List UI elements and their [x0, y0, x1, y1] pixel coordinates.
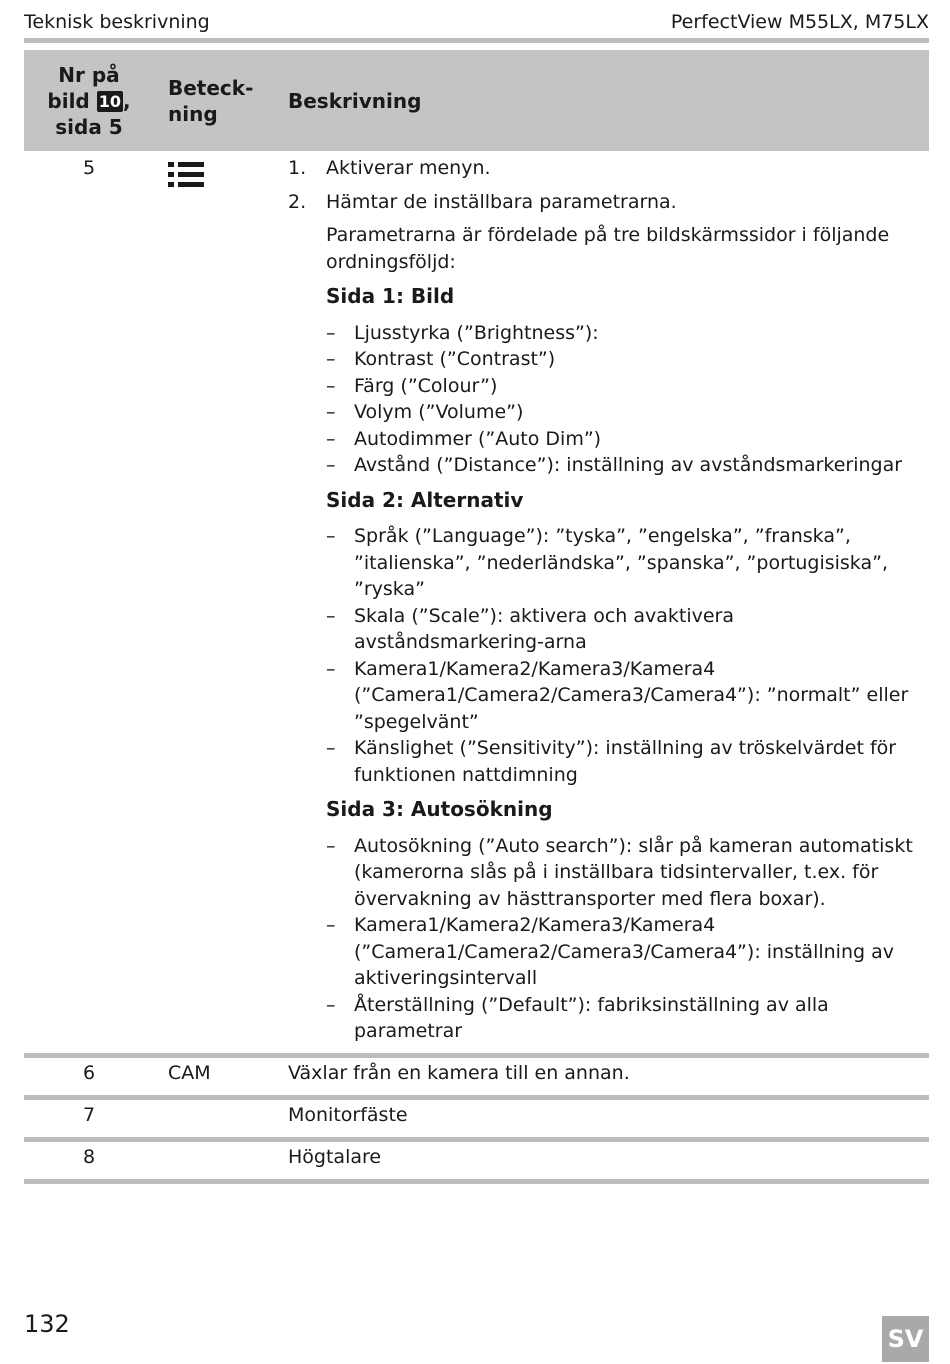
list-item	[326, 833, 929, 913]
description-table	[24, 50, 929, 1184]
list-item	[326, 992, 929, 1045]
page-number: 132	[24, 1310, 70, 1338]
list-item-text: Skala (”Scale”): aktivera och avaktivera avståndsmarkering-arna	[354, 604, 735, 653]
menu-list-icon	[168, 162, 204, 188]
list-item	[326, 346, 929, 373]
page3-list	[326, 833, 929, 1045]
list-item-text: Färg (”Colour”)	[354, 374, 498, 397]
list-item-text: Ljusstyrka (”Brightness”):	[354, 321, 599, 344]
section-title: Teknisk beskrivning	[24, 11, 210, 33]
step-item	[288, 155, 929, 182]
row-number: 6	[24, 1055, 154, 1097]
row-designation	[154, 151, 288, 1055]
list-item-text: Kamera1/Kamera2/Kamera3/Kamera4 (”Camera1/Camera2/Camera3/Camera4”): ”normalt” eller ”spegelvänt”	[354, 657, 909, 733]
list-item	[326, 523, 929, 603]
header-number	[24, 50, 154, 151]
page1-list	[326, 320, 929, 479]
dash-bullet: –	[326, 348, 336, 370]
row-description	[288, 151, 929, 1055]
step-text: Aktiverar menyn.	[326, 157, 491, 179]
list-item-text: Autodimmer (”Auto Dim”)	[354, 427, 602, 450]
header-number-line2	[24, 88, 154, 114]
figure-number-badge: 10	[98, 91, 121, 111]
row-designation: CAM	[154, 1055, 288, 1097]
page2-title: Sida 2: Alternativ	[326, 487, 524, 512]
row-number: 7	[24, 1097, 154, 1139]
step-text: Hämtar de inställbara parametrarna.	[326, 190, 677, 213]
page-header	[24, 8, 929, 36]
list-item	[326, 656, 929, 736]
page1-title: Sida 1: Bild	[326, 284, 455, 308]
list-item	[326, 373, 929, 400]
list-item-text: Kamera1/Kamera2/Kamera3/Kamera4 (”Camera1/Camera2/Camera3/Camera4”): inställning av aktiveringsintervall	[354, 914, 894, 989]
list-item	[326, 452, 929, 479]
row-description: Växlar från en kamera till en annan.	[288, 1055, 929, 1097]
table-row-6	[24, 1055, 929, 1097]
list-item-text: Språk (”Language”): ”tyska”, ”engelska”, ”franska”, ”italienska”, ”nederländska”, ”spanska”, ”portugisiska”, ”ryska”	[354, 525, 888, 600]
row-designation	[154, 1097, 288, 1139]
table-header-row	[24, 50, 929, 151]
header-number-line3: sida 5	[55, 114, 123, 139]
row-number: 5	[82, 157, 96, 179]
header-designation-text: Beteck- ning	[168, 75, 254, 126]
header-bild-text: bild	[47, 88, 90, 113]
dash-bullet: –	[326, 374, 336, 397]
product-name: PerfectView M55LX, M75LX	[670, 11, 929, 33]
row-description: Monitorfäste	[288, 1097, 929, 1139]
dash-bullet: –	[326, 737, 336, 759]
list-item-text: Volym (”Volume”)	[354, 401, 524, 423]
step-number: 1.	[288, 157, 307, 179]
dash-bullet: –	[326, 454, 336, 476]
dash-bullet: –	[326, 321, 336, 344]
list-item-text: Återställning (”Default”): fabriksinställning av alla parametrar	[354, 993, 829, 1042]
language-badge: SV	[882, 1316, 929, 1362]
table-row-5	[24, 151, 929, 1055]
row-description: Högtalare	[288, 1139, 929, 1181]
row-designation	[154, 1139, 288, 1181]
list-item	[326, 426, 929, 453]
dash-bullet: –	[326, 525, 336, 547]
list-item-text: Kontrast (”Contrast”)	[354, 348, 556, 370]
table-row-8	[24, 1139, 929, 1181]
header-number-line1: Nr på	[58, 62, 120, 87]
dash-bullet: –	[326, 834, 336, 857]
table-row-7	[24, 1097, 929, 1139]
header-designation	[154, 50, 288, 151]
step-item	[288, 189, 929, 216]
step-list	[288, 155, 929, 215]
list-item	[326, 603, 929, 656]
list-item-text: Autosökning (”Auto search”): slår på kameran automatiskt (kamerorna slås på i inställbara tidsintervaller, t.ex. för övervakning av hästtransporter med flera boxar).	[354, 834, 913, 910]
list-item	[326, 735, 929, 788]
dash-bullet: –	[326, 657, 336, 680]
list-item	[326, 912, 929, 992]
page2-list	[326, 523, 929, 788]
list-item-text: Avstånd (”Distance”): inställning av avståndsmarkeringar	[354, 454, 903, 476]
header-comma: ,	[122, 88, 131, 113]
dash-bullet: –	[326, 604, 336, 627]
page3-title: Sida 3: Autosökning	[326, 797, 553, 821]
dash-bullet: –	[326, 914, 336, 936]
list-item	[326, 399, 929, 426]
list-item-text: Känslighet (”Sensitivity”): inställning av tröskelvärdet för funktionen nattdimning	[354, 737, 897, 786]
row-number: 8	[24, 1139, 154, 1181]
header-rule	[24, 38, 929, 43]
dash-bullet: –	[326, 401, 336, 423]
dash-bullet: –	[326, 427, 336, 450]
dash-bullet: –	[326, 993, 336, 1016]
list-item	[326, 320, 929, 347]
parameter-intro: Parametrarna är fördelade på tre bildskärmssidor i följande ordningsföljd:	[326, 224, 890, 273]
header-description: Beskrivning	[288, 50, 929, 151]
step-number: 2.	[288, 190, 307, 213]
